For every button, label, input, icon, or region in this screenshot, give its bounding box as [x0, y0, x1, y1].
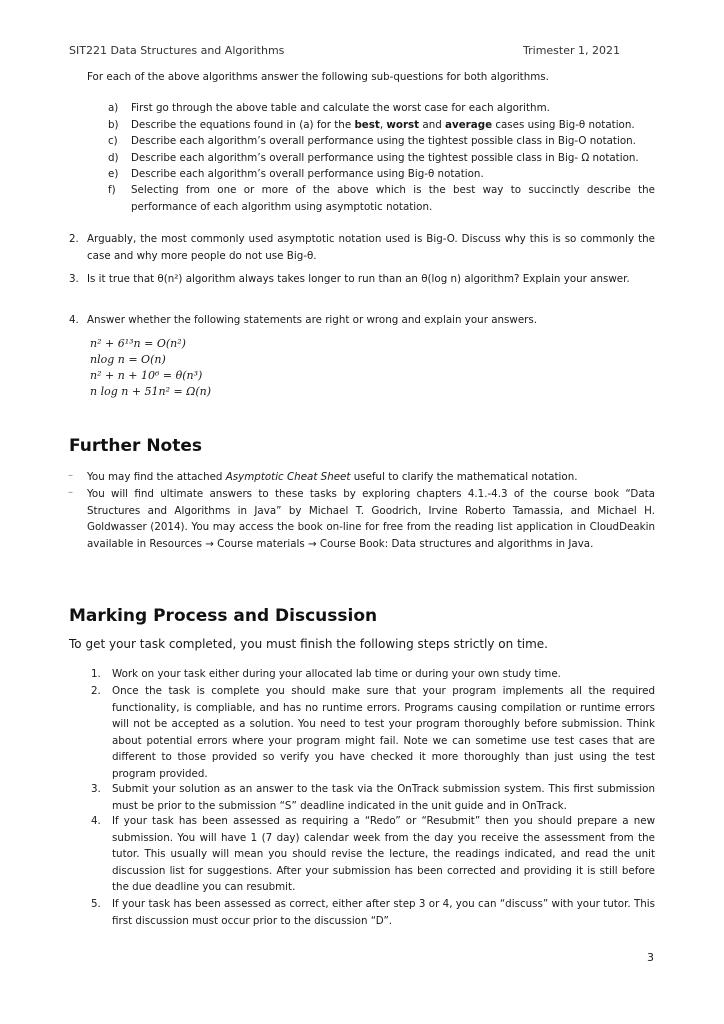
- marking-lead: To get your task completed, you must finish the following steps strictly on time.: [69, 637, 548, 651]
- subquestion-label: f): [108, 184, 116, 196]
- step-number: 5.: [91, 898, 101, 910]
- question-text: Is it true that θ(n²) algorithm always takes longer to run than an θ(log n) algorithm? Explain your answer.: [87, 273, 630, 285]
- question-number: 4.: [69, 314, 79, 326]
- math-statement: n log n + 51n² = Ω(n): [90, 385, 212, 398]
- subquestion-text: First go through the above table and calculate the worst case for each algorithm.: [131, 102, 550, 114]
- subquestion-label: e): [108, 168, 119, 180]
- further-notes-heading: Further Notes: [69, 436, 202, 456]
- math-statement: n² + 6¹³n = O(n²): [90, 337, 186, 350]
- marking-heading: Marking Process and Discussion: [69, 606, 378, 626]
- header-term: Trimester 1, 2021: [523, 44, 620, 57]
- subquestion-label: a): [108, 102, 119, 114]
- subquestion-text: Describe the equations found in (a) for the best, worst and average cases using Big-θ notation.: [131, 119, 635, 131]
- question-text: Arguably, the most commonly used asymptotic notation used is Big-O. Discuss why this is so commonly the case and why more people do not use Big-θ.: [87, 233, 655, 262]
- subquestion-text: Describe each algorithm’s overall performance using the tightest possible class in Big- Ω notation.: [131, 152, 639, 164]
- note-item: You may find the attached Asymptotic Cheat Sheet useful to clarify the mathematical notation.: [87, 471, 578, 483]
- subquestion-label: d): [108, 152, 119, 164]
- step-text: Work on your task either during your allocated lab time or during your own study time.: [112, 668, 561, 680]
- intro-text: For each of the above algorithms answer the following sub-questions for both algorithms.: [87, 71, 549, 83]
- step-number: 1.: [91, 668, 101, 680]
- question-number: 3.: [69, 273, 79, 285]
- subquestion-text: Selecting from one or more of the above which is the best way to succinctly describe the performance of each algorithm using asymptotic notation.: [131, 184, 655, 213]
- step-text: If your task has been assessed as correct, either after step 3 or 4, you can “discuss” with your tutor. This first discussion must occur prior to the discussion “D”.: [112, 898, 655, 927]
- step-text: If your task has been assessed as requiring a “Redo” or “Resubmit” then you should prepare a new submission. You will have 1 (7 day) calendar week from the day you receive the assessment from the tutor. This usually will mean you should revise the lecture, the readings indicated, and read the unit discussion list for suggestions. After your submission has been corrected and providing it is still before the due deadline you can resubmit.: [112, 815, 655, 893]
- bullet-dash: –: [68, 470, 73, 481]
- step-number: 2.: [91, 685, 101, 697]
- subquestion-label: b): [108, 119, 119, 131]
- page-number: 3: [647, 951, 654, 964]
- subquestion-text: Describe each algorithm’s overall performance using the tightest possible class in Big-O notation.: [131, 135, 636, 147]
- step-text: Submit your solution as an answer to the task via the OnTrack submission system. This first submission must be prior to the submission “S” deadline indicated in the unit guide and in OnTrack.: [112, 783, 655, 812]
- question-text: Answer whether the following statements are right or wrong and explain your answers.: [87, 314, 538, 326]
- step-number: 3.: [91, 783, 101, 795]
- math-statement: n² + n + 10⁶ = θ(n³): [90, 369, 203, 382]
- subquestion-label: c): [108, 135, 118, 147]
- bullet-dash: –: [68, 487, 73, 498]
- step-number: 4.: [91, 815, 101, 827]
- note-item: You will find ultimate answers to these tasks by exploring chapters 4.1.-4.3 of the course book “Data Structures and Algorithms in Java” by Michael T. Goodrich, Irvine Roberto Tamassia, and Michael H. Goldwasser (2014). You may access the book on-line for free from the reading list application in CloudDeakin available in Resources → Course materials → Course Book: Data structures and algorithms in Java.: [87, 488, 655, 550]
- math-statement: nlog n = O(n): [90, 353, 166, 366]
- step-text: Once the task is complete you should make sure that your program implements all the required functionality, is compliable, and has no runtime errors. Programs causing compilation or runtime errors will not be accepted as a solution. You need to test your program thoroughly before submission. Think about potential errors where your program might fail. Note we can sometime use test cases that are different to those provided so verify you have checked it more thoroughly than just using the test program provided.: [112, 685, 655, 780]
- header-course: SIT221 Data Structures and Algorithms: [69, 44, 285, 57]
- subquestion-text: Describe each algorithm’s overall performance using Big-θ notation.: [131, 168, 484, 180]
- question-number: 2.: [69, 233, 79, 245]
